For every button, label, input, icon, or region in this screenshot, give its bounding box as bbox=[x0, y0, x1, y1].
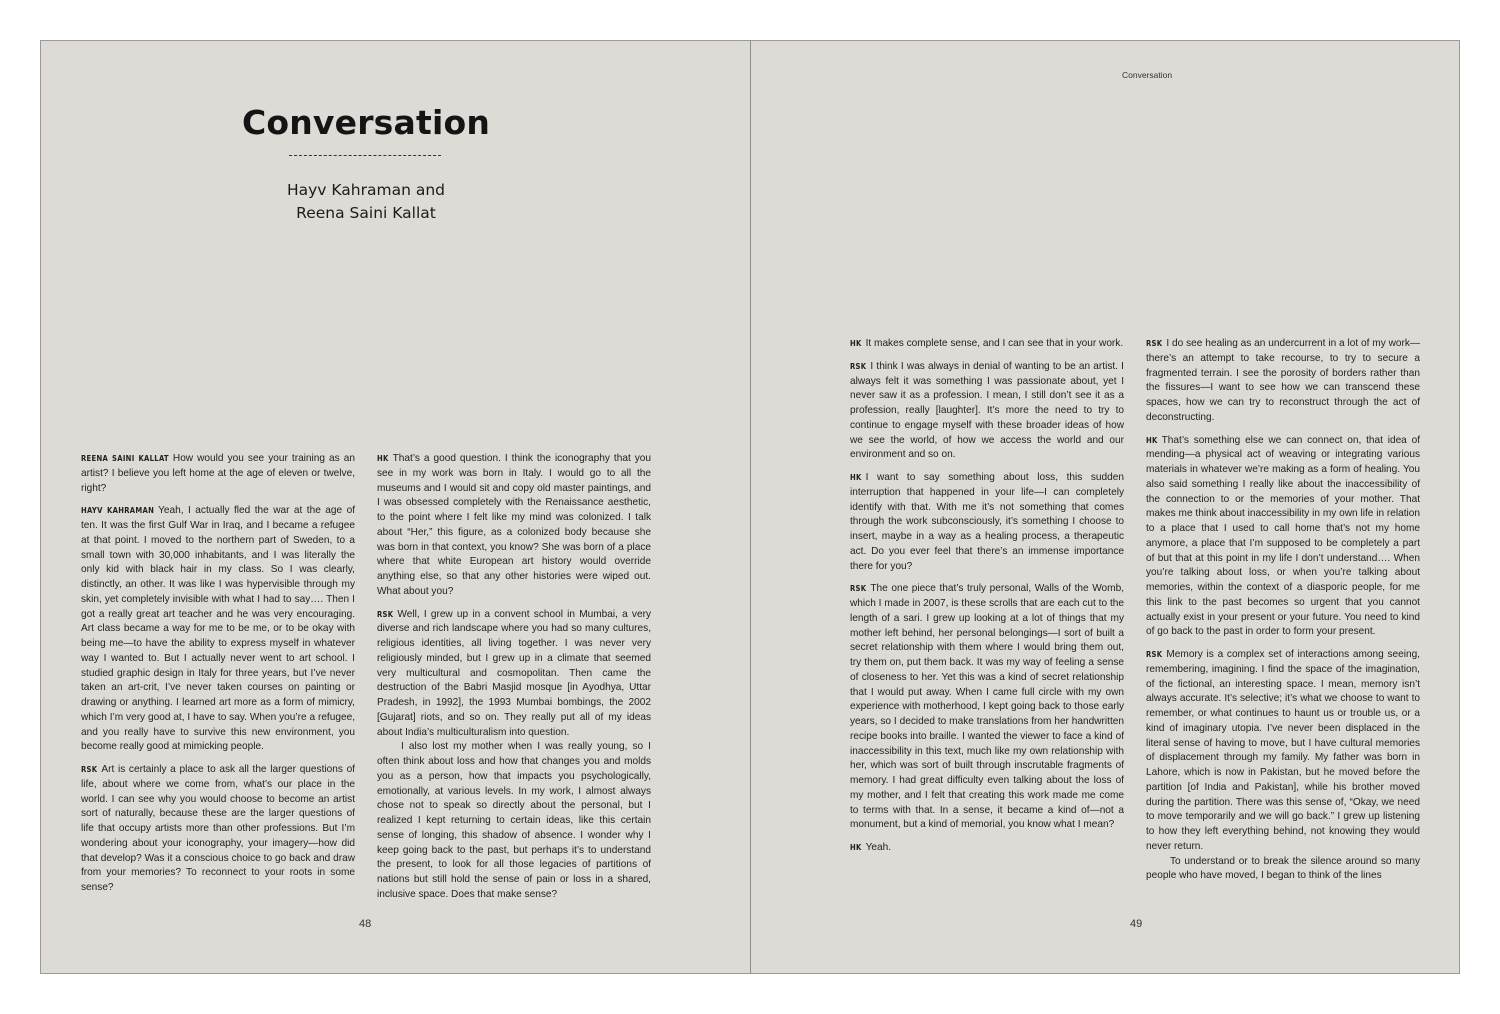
paragraph bbox=[1146, 434, 1420, 641]
paragraph bbox=[850, 471, 1124, 574]
paragraph bbox=[1146, 855, 1420, 885]
article-title: Conversation bbox=[241, 103, 491, 142]
paragraph-text: Memory is a complex set of interactions among seeing, remembering, imagining. I find the space of the imagination, of the fictional, an interesting space. I mean, memory isn’t always accurate. It’s selective; it’s what we choose to want to remember, or what continues to haunt us or trouble us, or a kind of imaginary utopia. I’ve never been displaced in the literal sense of having to move, but I have cultural memories of displacement through my family. My father was born in Lahore, which is now in Pakistan, but he moved before the partition [of India and Pakistan], while his brother moved during the partition. There was this sense of, “Okay, we need to move temporarily and we will go back.” I grew up listening to how they left everything behind, not knowing they would never return. bbox=[1146, 649, 1420, 852]
paragraph-text: I do see healing as an undercurrent in a lot of my work—there’s an attempt to take recourse, to try to secure a fragmented terrain. I see the porosity of borders rather than the fissures—I want to see how we can transcend these spaces, how we can try to reconstruct through the act of deconstructing. bbox=[1146, 338, 1420, 423]
speaker-label: HK bbox=[1146, 435, 1158, 445]
article-authors bbox=[41, 179, 691, 225]
paragraph-text: I also lost my mother when I was really young, so I often think about loss and how that changes you and molds you as a person, how that impacts you psychologically, emotionally, at various levels. In my work, I almost always chose not to speak so directly about the personal, but I realized I kept returning to certain ideas, like this certain sense of longing, this shadow of absence. I wonder why I keep going back to the past, but perhaps it’s to understand the present, to look for all those legacies of partitions of nations but still hold the sense of pain or loss in a shared, inclusive space. Does that make sense? bbox=[377, 741, 651, 900]
paragraph bbox=[850, 337, 1124, 352]
paragraph-text: To understand or to break the silence around so many people who have moved, I began to think of the lines bbox=[1146, 855, 1420, 882]
paragraph bbox=[1146, 648, 1420, 855]
paragraph-text: It makes complete sense, and I can see that in your work. bbox=[865, 338, 1124, 349]
paragraph bbox=[377, 740, 651, 902]
paragraph-text: Yeah, I actually fled the war at the age of ten. It was the first Gulf War in Iraq, and I became a refugee at that point. I moved to the northern part of Sweden, to a small town with 30,000 inhabitants, and I was literally the only kid with black hair in my class. So I was clearly, distinctly, an other. It was like I was hypervisible through my skin, yet completely invisible with what I had to say…. Then I got a really great art teacher and he was very encouraging. Art class became a way for me to be me, or to be okay with being me—to have the ability to express myself in whatever way I wanted to. But I actually never went to art school. I studied graphic design in Italy for three years, but I’ve never taken an art-crit, I’ve never taken courses on painting or drawing or anything. I learned art more as a form of mimicry, which I’m very good at, I have to say. When you’re a refugee, and you really have to survive this new environment, you become really good at mimicking people. bbox=[81, 505, 355, 753]
paragraph bbox=[850, 841, 1124, 856]
paragraph-text: I want to say something about loss, this sudden interruption that happened in your life—I can completely identify with that. With me it’s not something that comes through the work subconsciously, it’s something I choose to insert, maybe in a way as a healing process, a therapeutic act. Do you ever feel that there’s an immense importance there for you? bbox=[850, 472, 1124, 572]
page-number: 48 bbox=[359, 918, 372, 930]
speaker-label: RSK bbox=[377, 609, 394, 619]
speaker-label: RSK bbox=[1146, 650, 1163, 659]
speaker-label: HK bbox=[850, 843, 862, 852]
speaker-label: HK bbox=[377, 454, 389, 463]
paragraph-text: That’s a good question. I think the iconography that you see in my work was born in Italy. I would go to all the museums and I would sit and copy old master paintings, and I was obsessed completely with the Renaissance aesthetic, to the point where I felt like my mind was colonized. I talk about “Her,” this figure, as a colonized body because she was born in that context, you know? She was born of a place where that white European art history would override anything else, so that any other histories were wiped out. What about you? bbox=[377, 453, 651, 597]
page-number: 49 bbox=[1130, 918, 1143, 930]
text-column-left-2 bbox=[377, 452, 651, 911]
speaker-label: HAYV KAHRAMAN bbox=[81, 506, 155, 516]
speaker-label: RSK bbox=[1146, 339, 1163, 348]
magazine-spread bbox=[40, 40, 1460, 974]
speaker-label: HK bbox=[850, 473, 862, 482]
text-column-right-2 bbox=[1146, 337, 1420, 892]
speaker-label: RSK bbox=[81, 765, 98, 774]
speaker-label: HK bbox=[850, 339, 862, 348]
paragraph bbox=[850, 582, 1124, 833]
title-dashed-rule bbox=[289, 155, 441, 156]
paragraph bbox=[81, 504, 355, 755]
paragraph-text: Yeah. bbox=[865, 842, 892, 853]
paragraph bbox=[377, 608, 651, 741]
text-column-left-1 bbox=[81, 452, 355, 904]
author-line: Hayv Kahraman and bbox=[286, 181, 446, 199]
paragraph-text: How would you see your training as an artist? I believe you left home at the age of eleven or twelve, right? bbox=[81, 453, 355, 494]
right-page bbox=[751, 41, 1461, 973]
paragraph bbox=[81, 763, 355, 896]
speaker-label: REENA SAINI KALLAT bbox=[81, 454, 169, 463]
paragraph bbox=[81, 452, 355, 496]
running-head: Conversation bbox=[1122, 70, 1173, 80]
paragraph bbox=[1146, 337, 1420, 426]
paragraph bbox=[850, 360, 1124, 463]
left-page bbox=[41, 41, 750, 973]
paragraph-text: Well, I grew up in a convent school in Mumbai, a very diverse and rich landscape where you had so many cultures, religious identities, all living together. I was never very religiously minded, but I grew up in a climate that seemed very multicultural and cosmopolitan. Then came the destruction of the Babri Masjid mosque [in Ayodhya, Uttar Pradesh, in 1992], the 1993 Mumbai bombings, the 2002 [Gujarat] riots, and so on. They really put all of my ideas about India’s multiculturalism into question. bbox=[377, 608, 651, 738]
text-column-right-1 bbox=[850, 337, 1124, 864]
paragraph-text: I think I was always in denial of wanting to be an artist. I always felt it was something I was passionate about, yet I never saw it as a profession. I mean, I still don’t see it as a profession, really [laughter]. It’s more the need to try to continue to engage myself with these broader ideas of how we see the world, of how we access the world and our environment and so on. bbox=[850, 360, 1124, 461]
author-line: Reena Saini Kallat bbox=[296, 204, 436, 222]
paragraph-text: The one piece that’s truly personal, Walls of the Womb, which I made in 2007, is these scrolls that are each cut to the length of a sari. I grew up looking at a lot of things that my mother left behind, her personal belongings—I sort of built a secret relationship with them where I would bring them out, try them on, put them back. It was my way of feeling a sense of closeness to her. Yet this was a kind of secret relationship that I would put away. When I came full circle with my own experience with motherhood, I kept going back to those early years, so I decided to make translations from her handwritten recipe books into braille. I wanted the viewer to face a kind of inaccessibility in this text, much like my own relationship with her, which was sort of built through inscrutable fragments of memory. I had great difficulty even talking about the loss of my mother, and I felt that creating this work made me come to terms with that. In a sense, it became a kind of—not a monument, but a kind of memorial, you know what I mean? bbox=[850, 583, 1124, 831]
speaker-label: RSK bbox=[850, 584, 867, 594]
paragraph-text: Art is certainly a place to ask all the larger questions of life, about where we come from, what’s our place in the world. I can see why you would choose to become an artist sort of naturally, because these are the larger questions of life that occupy artists more than other professions. But I’m wondering about your iconography, your imagery—how did that develop? Was it a conscious choice to go back and draw from your memories? To reconnect to your roots in some sense? bbox=[81, 764, 355, 893]
speaker-label: RSK bbox=[850, 361, 867, 371]
paragraph bbox=[377, 452, 651, 600]
paragraph-text: That’s something else we can connect on, that idea of mending—a physical act of weaving or integrating various materials in whatever we’re making as a form of healing. You also said something I really like about the inaccessibility of the connection to or the memories of your mother. That makes me think about inaccessibility in my own life in relation to a place that I used to call home that’s not my home anymore, a place that I’m supposed to be completely a part of but that at this point in my life I don’t understand…. When you’re talking about loss, or when you’re talking about memories, within the context of a diasporic people, for me this link to the past becomes so urgent that you cannot actually exist in your present or your future. You need to kind of go back to the past in order to form your present. bbox=[1146, 434, 1420, 638]
